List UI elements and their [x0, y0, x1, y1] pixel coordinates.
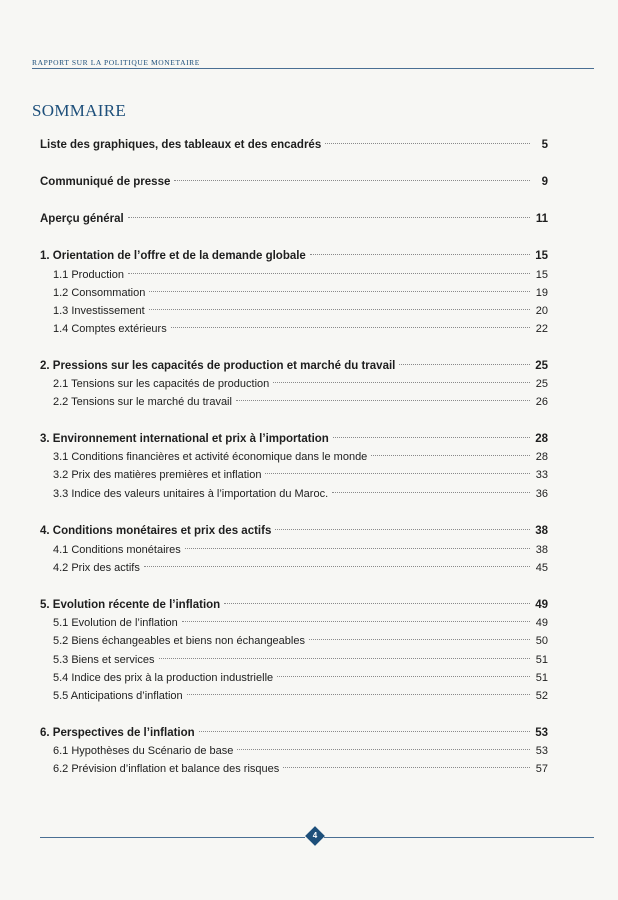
toc-page: 11	[535, 213, 548, 225]
toc-page: 50	[535, 635, 548, 647]
toc-subentry[interactable]	[40, 687, 548, 705]
toc-page: 49	[535, 599, 548, 611]
toc-leader	[182, 621, 530, 622]
toc-leader	[237, 749, 530, 750]
toc-label: 5.5 Anticipations d’inflation	[53, 690, 183, 702]
toc-label: 6. Perspectives de l’inflation	[40, 727, 195, 739]
toc-page: 20	[535, 305, 548, 317]
footer-rule-right	[324, 837, 594, 838]
toc-leader	[174, 180, 530, 181]
toc-subentry[interactable]	[40, 760, 548, 778]
toc-subentry[interactable]	[40, 393, 548, 411]
toc-leader	[371, 455, 530, 456]
toc-label: 3. Environnement international et prix à l’importation	[40, 433, 329, 445]
toc-subentry[interactable]	[40, 302, 548, 320]
toc-page: 53	[535, 727, 548, 739]
toc-entry[interactable]	[40, 522, 548, 540]
toc-leader	[275, 529, 530, 530]
toc-label: 5.3 Biens et services	[53, 654, 155, 666]
toc-leader	[325, 143, 530, 144]
toc-leader	[149, 291, 530, 292]
toc-label: 5.1 Evolution de l’inflation	[53, 617, 178, 629]
toc-page: 51	[535, 654, 548, 666]
toc-subentry[interactable]	[40, 320, 548, 338]
toc-page: 38	[535, 544, 548, 556]
toc-leader	[149, 309, 530, 310]
toc-page: 26	[535, 396, 548, 408]
toc-leader	[185, 548, 530, 549]
toc-subentry[interactable]	[40, 485, 548, 503]
toc-subentry[interactable]	[40, 541, 548, 559]
toc-subentry[interactable]	[40, 375, 548, 393]
toc-label: 2.1 Tensions sur les capacités de production	[53, 378, 270, 390]
toc-label: 2.2 Tensions sur le marché du travail	[53, 396, 232, 408]
toc-label: 1.1 Production	[53, 269, 124, 281]
toc-leader	[399, 364, 530, 365]
toc-leader	[332, 492, 530, 493]
toc-label: 4.1 Conditions monétaires	[53, 544, 181, 556]
toc-page: 9	[541, 176, 548, 188]
toc-entry[interactable]	[40, 173, 548, 191]
toc-subentry[interactable]	[40, 448, 548, 466]
toc-page: 51	[535, 672, 548, 684]
toc-entry[interactable]	[40, 210, 548, 228]
page-title: SOMMAIRE	[32, 101, 127, 120]
toc-label: 6.2 Prévision d’inflation et balance des risques	[53, 763, 280, 775]
toc-label: 3.2 Prix des matières premières et inflation	[53, 469, 262, 481]
toc-entry[interactable]	[40, 596, 548, 614]
toc-page: 52	[535, 690, 548, 702]
toc-label: 5.2 Biens échangeables et biens non échangeables	[53, 635, 305, 647]
toc-label: 5. Evolution récente de l’inflation	[40, 599, 221, 611]
toc-leader	[236, 400, 530, 401]
toc-leader	[187, 694, 530, 695]
table-of-contents	[40, 0, 548, 900]
toc-page: 22	[535, 323, 548, 335]
toc-leader	[277, 676, 530, 677]
toc-label: 3.3 Indice des valeurs unitaires à l’importation du Maroc.	[53, 488, 329, 500]
toc-label: 4.2 Prix des actifs	[53, 562, 140, 574]
toc-page: 28	[535, 451, 548, 463]
toc-leader	[144, 566, 530, 567]
toc-entry[interactable]	[40, 430, 548, 448]
toc-page: 15	[535, 269, 548, 281]
toc-leader	[159, 658, 531, 659]
toc-page: 49	[535, 617, 548, 629]
toc-subentry[interactable]	[40, 632, 548, 650]
toc-page: 19	[535, 287, 548, 299]
toc-subentry[interactable]	[40, 284, 548, 302]
toc-label: Communiqué de presse	[40, 176, 171, 188]
toc-entry[interactable]	[40, 357, 548, 375]
toc-entry[interactable]	[40, 724, 548, 742]
toc-label: 2. Pressions sur les capacités de production et marché du travail	[40, 360, 396, 372]
toc-label: Liste des graphiques, des tableaux et des encadrés	[40, 139, 322, 151]
toc-page: 57	[535, 763, 548, 775]
toc-label: 1.3 Investissement	[53, 305, 145, 317]
toc-subentry[interactable]	[40, 742, 548, 760]
page-number: 4	[312, 831, 318, 840]
toc-page: 25	[535, 360, 548, 372]
toc-subentry[interactable]	[40, 651, 548, 669]
toc-page: 5	[541, 139, 548, 151]
toc-page: 15	[535, 250, 548, 262]
toc-leader	[171, 327, 530, 328]
toc-subentry[interactable]	[40, 466, 548, 484]
toc-leader	[283, 767, 530, 768]
toc-label: 5.4 Indice des prix à la production industrielle	[53, 672, 274, 684]
running-header: RAPPORT SUR LA POLITIQUE MONETAIRE	[32, 58, 200, 67]
toc-leader	[310, 254, 530, 255]
toc-label: 1.4 Comptes extérieurs	[53, 323, 167, 335]
toc-page: 45	[535, 562, 548, 574]
toc-entry[interactable]	[40, 136, 548, 154]
toc-label: 6.1 Hypothèses du Scénario de base	[53, 745, 234, 757]
toc-subentry[interactable]	[40, 559, 548, 577]
toc-subentry[interactable]	[40, 614, 548, 632]
toc-page: 53	[535, 745, 548, 757]
toc-leader	[265, 473, 530, 474]
toc-label: 3.1 Conditions financières et activité économique dans le monde	[53, 451, 368, 463]
toc-leader	[273, 382, 530, 383]
toc-leader	[128, 217, 530, 218]
toc-label: 4. Conditions monétaires et prix des actifs	[40, 525, 272, 537]
toc-label: 1. Orientation de l’offre et de la demande globale	[40, 250, 306, 262]
toc-label: 1.2 Consommation	[53, 287, 146, 299]
toc-page: 36	[535, 488, 548, 500]
toc-page: 33	[535, 469, 548, 481]
toc-label: Aperçu général	[40, 213, 124, 225]
footer-rule-left	[40, 837, 305, 838]
toc-subentry[interactable]	[40, 266, 548, 284]
toc-leader	[224, 603, 530, 604]
toc-leader	[128, 273, 530, 274]
toc-subentry[interactable]	[40, 669, 548, 687]
toc-page: 28	[535, 433, 548, 445]
toc-page: 38	[535, 525, 548, 537]
toc-leader	[333, 437, 530, 438]
toc-entry[interactable]	[40, 247, 548, 265]
toc-leader	[199, 731, 530, 732]
toc-page: 25	[535, 378, 548, 390]
toc-leader	[309, 639, 530, 640]
